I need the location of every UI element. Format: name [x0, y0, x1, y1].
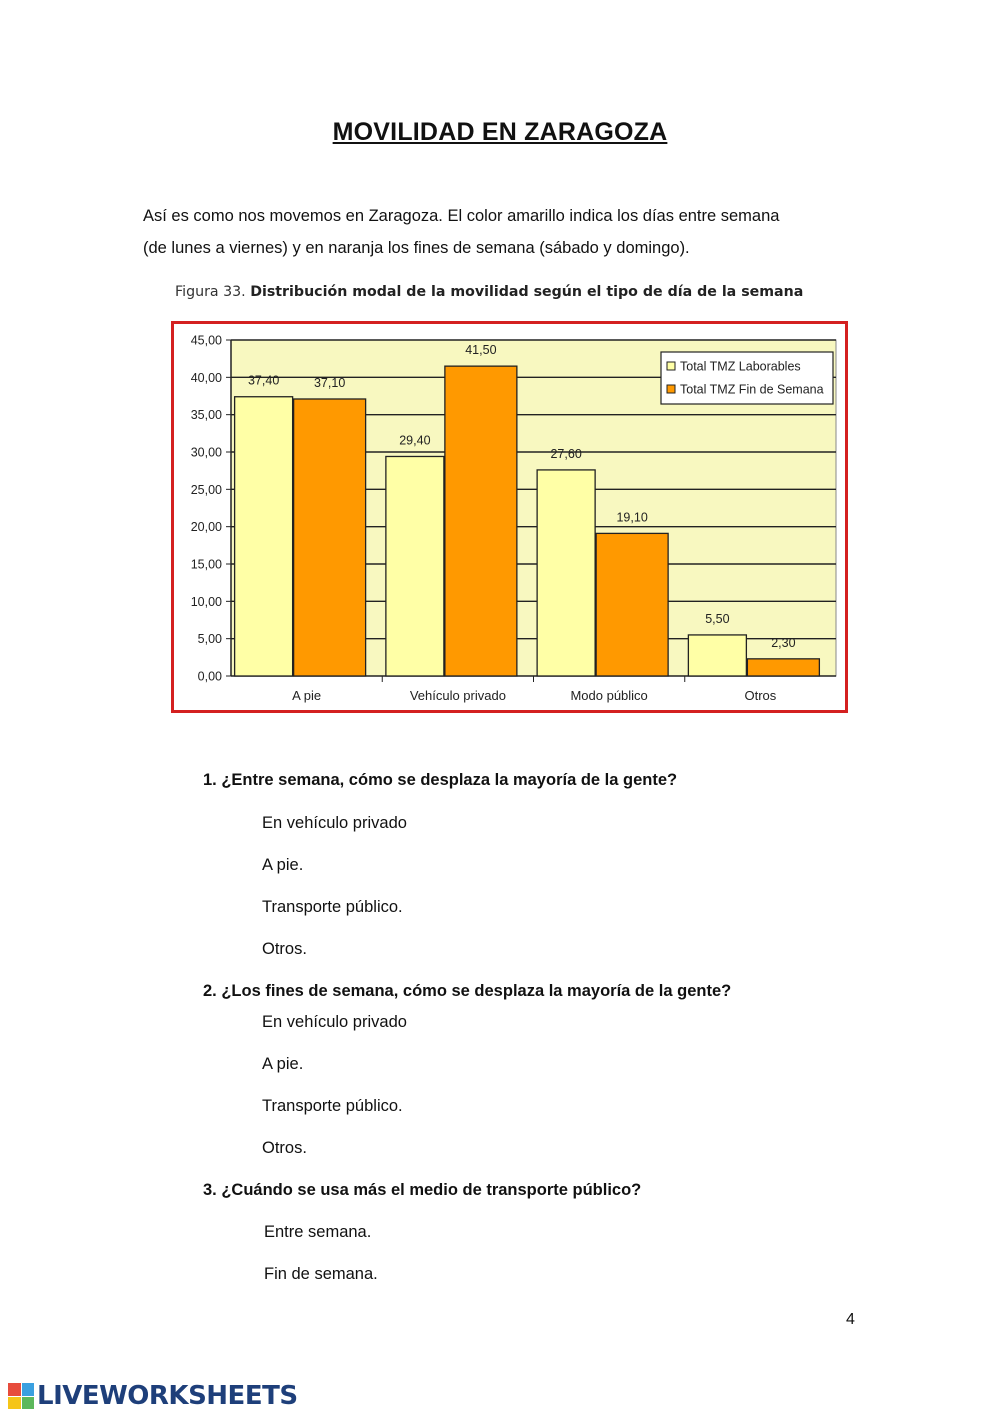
data-label: 29,40: [399, 433, 431, 448]
y-tick-label: 0,00: [197, 669, 222, 684]
y-tick-label: 35,00: [190, 408, 222, 423]
data-label: 27,60: [550, 446, 582, 461]
q1-option-4[interactable]: Otros.: [262, 940, 307, 958]
data-label: 19,10: [616, 510, 648, 525]
intro-line-2: (de lunes a viernes) y en naranja los fines de semana (sábado y domingo).: [143, 239, 690, 257]
question-1: 1. ¿Entre semana, cómo se desplaza la mayoría de la gente?: [203, 771, 678, 789]
bar-fin-semana: [445, 366, 517, 676]
q2-option-3[interactable]: Transporte público.: [262, 1097, 403, 1115]
page-title: MOVILIDAD EN ZARAGOZA: [332, 118, 668, 146]
brand-name: LIVEWORKSHEETS: [37, 1381, 298, 1411]
x-tick-label: Modo público: [570, 688, 648, 703]
bar-laborables: [688, 635, 746, 676]
y-tick-label: 10,00: [190, 594, 222, 609]
y-tick-label: 5,00: [197, 632, 222, 647]
legend-swatch: [667, 362, 675, 370]
intro-paragraph: [143, 200, 873, 264]
legend-label: Total TMZ Laborables: [680, 359, 801, 374]
y-tick-label: 15,00: [190, 557, 222, 572]
bar-laborables: [386, 456, 444, 676]
data-label: 2,30: [771, 635, 796, 650]
bar-laborables: [537, 470, 595, 676]
q3-option-1[interactable]: Entre semana.: [264, 1223, 372, 1241]
data-label: 37,10: [313, 375, 346, 390]
page-number: 4: [846, 1311, 855, 1328]
q3-option-2[interactable]: Fin de semana.: [264, 1265, 378, 1283]
liveworksheets-brand[interactable]: [8, 1381, 298, 1411]
legend-swatch: [667, 385, 675, 393]
y-tick-label: 25,00: [190, 482, 222, 497]
data-label: 37,40: [247, 373, 280, 388]
q2-option-1[interactable]: En vehículo privado: [262, 1013, 407, 1031]
x-tick-label: Vehículo privado: [409, 688, 506, 703]
x-tick-label: A pie: [292, 688, 322, 703]
q1-option-3[interactable]: Transporte público.: [262, 898, 403, 916]
intro-line-1: Así es como nos movemos en Zaragoza. El color amarillo indica los días entre semana: [143, 207, 780, 225]
question-3: 3. ¿Cuándo se usa más el medio de transporte público?: [203, 1181, 642, 1199]
bar-fin-semana: [747, 659, 819, 676]
chart-frame: [171, 321, 848, 713]
bar-chart: [174, 324, 845, 710]
liveworksheets-logo-icon: [8, 1383, 34, 1409]
bar-fin-semana: [596, 533, 668, 676]
y-tick-label: 40,00: [190, 370, 222, 385]
y-tick-label: 30,00: [190, 445, 222, 460]
bar-laborables: [235, 397, 293, 676]
q1-option-2[interactable]: A pie.: [262, 856, 304, 874]
legend-label: Total TMZ Fin de Semana: [680, 382, 824, 397]
figure-title: Distribución modal de la movilidad según el tipo de día de la semana: [250, 284, 804, 300]
q1-option-1[interactable]: En vehículo privado: [262, 814, 407, 832]
q2-option-4[interactable]: Otros.: [262, 1139, 307, 1157]
question-2: 2. ¿Los fines de semana, cómo se desplaza la mayoría de la gente?: [203, 982, 732, 1000]
y-tick-label: 20,00: [190, 520, 222, 535]
data-label: 5,50: [705, 611, 730, 626]
figure-caption: [175, 284, 875, 300]
x-tick-label: Otros: [744, 688, 777, 703]
figure-label: Figura 33.: [175, 284, 246, 300]
y-tick-label: 45,00: [190, 333, 222, 348]
bar-fin-semana: [294, 399, 366, 676]
data-label: 41,50: [465, 343, 497, 358]
q2-option-2[interactable]: A pie.: [262, 1055, 304, 1073]
